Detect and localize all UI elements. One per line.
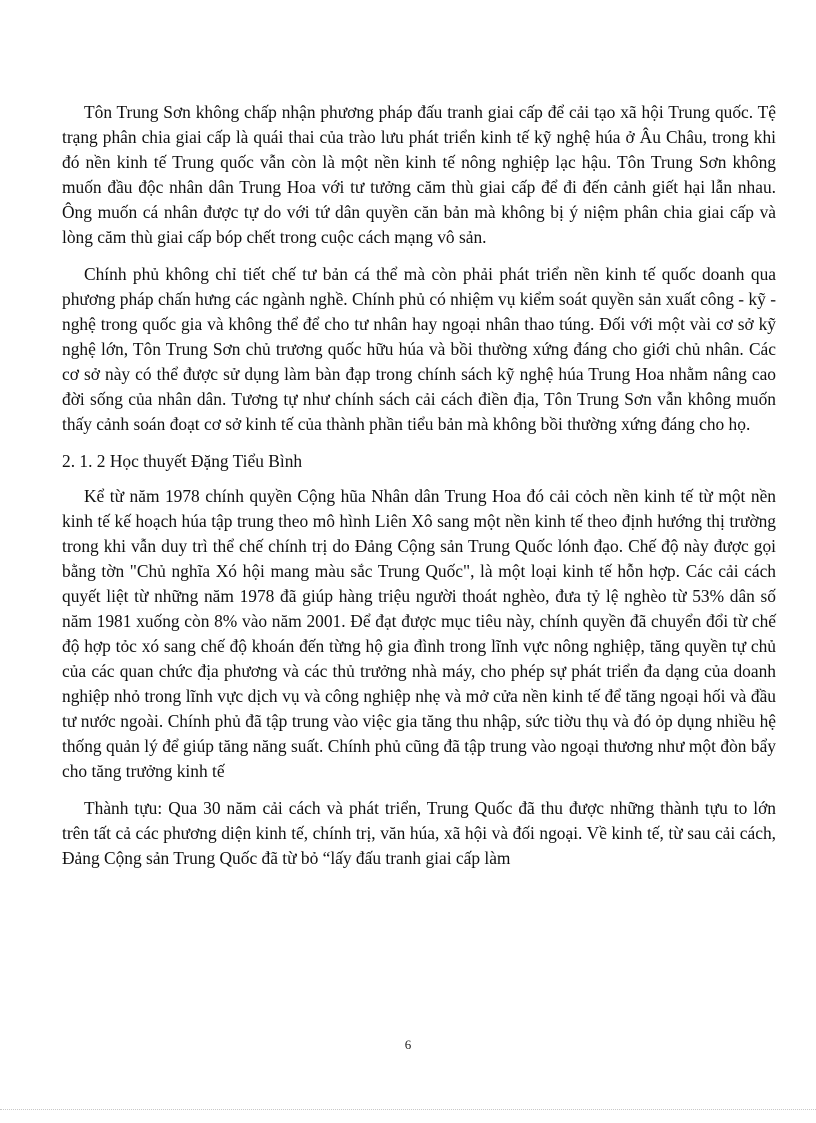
paragraph-reform: Kể từ năm 1978 chính quyền Cộng hũa Nhân dân Trung Hoa đó cải cỏch nền kinh tế từ một nền kinh tế kế hoạch húa tập trung theo mô hình Liên Xô sang một nền kinh tế theo định hướng thị trường trong khi vẫn duy trì thể chế chính trị do Đảng Cộng sản Trung Quốc lónh đạo. Chế độ này được gọi bằng tờn "Chủ nghĩa Xó hội mang màu sắc Trung Quốc", là một loại kinh tế hỗn hợp. Các cải cách quyết liệt từ những năm 1978 đã giúp hàng triệu người thoát nghèo, đưa tỷ lệ nghèo từ 53% dân số năm 1981 xuống còn 8% vào năm 2001. Để đạt được mục tiêu này, chính quyền đã chuyển đổi từ chế độ hợp tỏc xó sang chế độ khoán đến từng hộ gia đình trong lĩnh vực nông nghiệp, tăng quyền tự chủ của các quan chức địa phương và các thủ trưởng nhà máy, cho phép sự phát triển đa dạng của doanh nghiệp nhỏ trong lĩnh vực dịch vụ và công nghiệp nhẹ và mở cửa nền kinh tế để tăng ngoại hối và đầu tư nước ngoài. Chính phủ đã tập trung vào việc gia tăng thu nhập, sức tiờu thụ và đó ỏp dụng nhiều hệ thống quản lý để giúp tăng năng suất. Chính phủ cũng đã tập trung vào ngoại thương như một đòn bẩy cho tăng trưởng kinh tế xyxy=(62,486,776,781)
section-heading: 2. 1. 2 Học thuyết Đặng Tiểu Bình xyxy=(62,451,303,471)
page-bottom-divider xyxy=(0,1109,816,1110)
paragraph-achievements: Thành tựu: Qua 30 năm cải cách và phát triển, Trung Quốc đã thu được những thành tựu to lớn trên tất cả các phương diện kinh tế, chính trị, văn húa, xã hội và đối ngoại. Về kinh tế, từ sau cải cách, Đảng Cộng sản Trung Quốc đã từ bỏ “lấy đấu tranh giai cấp làm xyxy=(62,798,776,868)
paragraph-state-economy: Chính phủ không chỉ tiết chế tư bản cá thể mà còn phải phát triển nền kinh tế quốc doanh qua phương pháp chấn hưng các ngành nghề. Chính phủ có nhiệm vụ kiểm soát quyền sản xuất công - kỹ - nghệ trong quốc gia và không thể để cho tư nhân hay ngoại nhân thao túng. Đối với một vài cơ sở kỹ nghệ lớn, Tôn Trung Sơn chủ trương quốc hữu húa và bồi thường xứng đáng cho giới chủ nhân. Các cơ sở này có thể được sử dụng làm bàn đạp trong chính sách kỹ nghệ húa Trung Hoa nhằm nâng cao đời sống của nhân dân. Tương tự như chính sách cải cách điền địa, Tôn Trung Sơn vẫn không muốn thấy cảnh soán đoạt cơ sở kinh tế của thành phần tiểu bản mà không bồi thường xứng đáng cho họ. xyxy=(62,264,776,434)
paragraph-class-struggle: Tôn Trung Sơn không chấp nhận phương pháp đấu tranh giai cấp để cải tạo xã hội Trung quốc. Tệ trạng phân chia giai cấp là quái thai của trào lưu phát triển kinh tế kỹ nghệ húa ở Âu Châu, trong khi đó nền kinh tế Trung quốc vẫn còn là một nền kinh tế nông nghiệp lạc hậu. Tôn Trung Sơn không muốn đầu độc nhân dân Trung Hoa với tư tưởng căm thù giai cấp để đi đến cảnh giết hại lẫn nhau. Ông muốn cá nhân được tự do với tứ dân quyền căn bản mà không bị ý niệm phân chia giai cấp và lòng căm thù giai cấp bóp chết trong cuộc cách mạng vô sản. xyxy=(62,102,776,247)
page-body xyxy=(62,100,776,883)
page-number: 6 xyxy=(404,1037,412,1052)
